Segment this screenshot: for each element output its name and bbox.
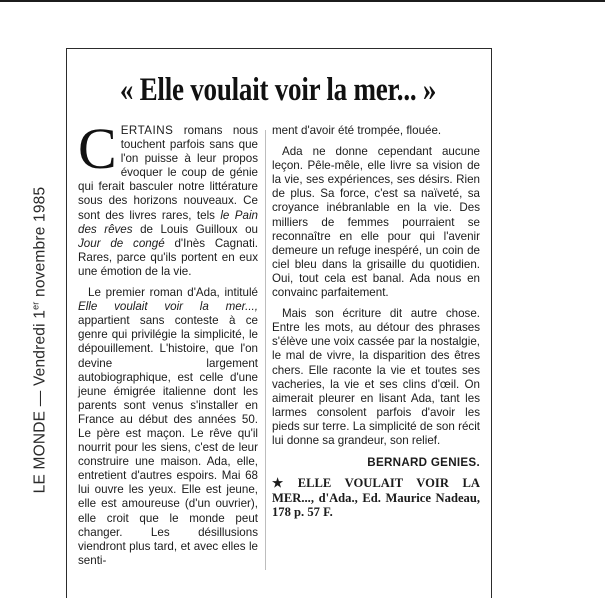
drop-cap: C: [78, 116, 117, 181]
newspaper-date-caption: [30, 187, 49, 494]
book-title-pain-des-reves: le Pain des rêves: [78, 208, 258, 236]
left-paragraph-1: CERTAINS romans nous touchent parfois sans que l'on puisse à leur propos évoquer le coup de génie qui ferait basculer notre littérature sous des horizons nouveaux. Ce sont des livres rares, tels le Pain des rêves de Louis Guilloux ou Jour de congé d'Inès Cagnati. Rares, parce qu'ils portent en eux une émotion de la vie.: [78, 116, 259, 278]
caption-ordinal: er: [30, 301, 41, 310]
book-reference: ★ ELLE VOULAIT VOIR LA MER..., d'Ada., Ed. Maurice Nadeau, 178 p. 57 F.: [272, 476, 480, 520]
column-divider: [265, 130, 266, 570]
right-paragraph-1: ment d'avoir été trompée, flouée.: [272, 124, 442, 137]
article-left-column: [78, 116, 259, 568]
article-title: « Elle voulait voir la mer... »: [119, 72, 437, 108]
article-right-column: [272, 124, 480, 520]
author-byline: BERNARD GENIES.: [367, 456, 480, 470]
right-paragraph-2: Ada ne donne cependant aucune leçon. Pêle-mêle, elle livre sa vision de la vie, ses expériences, ses désirs. Rien de plus. Sa force, c'est sa naïveté, sa croyance inébranlable en la vie. Des milliers de femmes pourraient se reconnaître en elle pour qui l'avenir demeure un refuge inespéré, un coin de ciel bleu dans la grisaille du quotidien. Oui, tout cela est banal. Ada nous en convainc parfaitement.: [272, 145, 480, 300]
star-icon: ★: [272, 476, 294, 491]
caption-day: Vendredi 1: [31, 309, 49, 387]
scan-top-edge: [0, 0, 605, 2]
book-title-elle-voulait: Elle voulait voir la mer...,: [78, 300, 258, 314]
caption-dash: —: [31, 390, 49, 407]
caption-source: LE MONDE: [31, 410, 49, 494]
caption-date-rest: novembre 1985: [31, 186, 49, 297]
right-paragraph-3: Mais son écriture dit autre chose. Entre les mots, au détour des phrases s'élève une voix cassée par la nostalgie, le mal de vivre, la disparition des êtres chers. Elle raconte la vie et toutes ses vacheries, la vie et ses clins d'œil. On aimerait pleurer en lisant Ada, tant les larmes consolent parfois d'avoir les pieds sur terre. La simplicité de son récit lui donne sa grandeur, son relief.: [272, 307, 480, 447]
book-title-jour-de-conge: Jour de congé: [78, 236, 165, 250]
left-paragraph-2: Le premier roman d'Ada, intitulé Elle voulait voir la mer..., appartient sans conteste à ce genre qui privilégie la simplicité, le dépouillement. L'histoire, que l'on devine largement autobiographique, est celle d'une jeune émigrée italienne dont les parents sont venus s'installer en France au début des années 50. Le père est maçon. Le rêve qu'il nourrit pour les siens, c'est de leur construire une maison. Ada, elle, entretient d'autres espoirs. Mai 68 lui ouvre les yeux. Elle est jeune, elle est amoureuse (d'un ouvrier), elle croit que le monde peut changer. Les désillusions viendront plus tard, et avec elles le senti-: [78, 286, 258, 567]
